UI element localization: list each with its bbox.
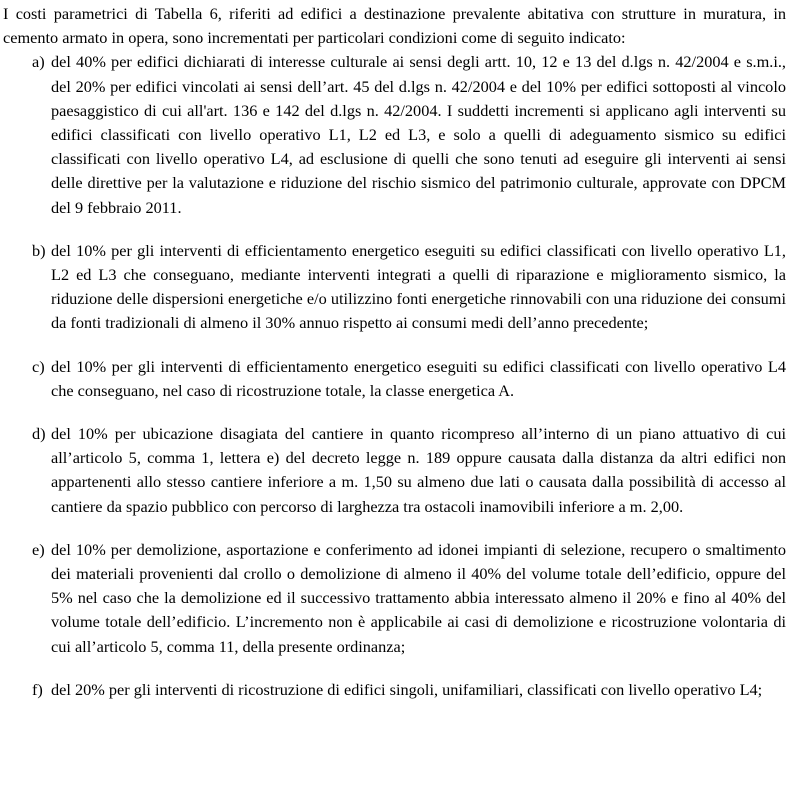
list-item-text: del 40% per edifici dichiarati di interesse culturale ai sensi degli artt. 10, 12 e 13 del d.lgs n. 42/2004 e s.m.i., del 20% per edifici vincolati ai sensi dell’art. 45 del d.lgs n. 42/2004 e del 10% per edifici sottoposti al vincolo paesaggistico di cui all'art. 136 e 142 del d.lgs n. 42/2004. I suddetti incrementi si applicano agli interventi su edifici classificati con livello operativo L1, L2 ed L3, e solo a quelli di adeguamento sismico su edifici classificati con livello operativo L4, ad esclusione di quelli che sono tenuti ad eseguire gli interventi ai sensi delle direttive per la valutazione e riduzione del rischio sismico del patrimonio culturale, approvate con DPCM del 9 febbraio 2011.: [51, 52, 786, 217]
list-item-text: del 10% per gli interventi di efficientamento energetico eseguiti su edifici classificati con livello operativo L1, L2 ed L3 che conseguano, mediante interventi integrati a quelli di riparazione e miglioramento sismico, la riduzione delle dispersioni energetiche e/o utilizzino fonti energetiche rinnovabili con una riduzione dei consumi da fonti tradizionali di almeno il 30% annuo rispetto ai consumi medi dell’anno precedente;: [51, 240, 786, 333]
list-marker: a): [32, 52, 45, 72]
paragraph-spacer: [3, 336, 786, 355]
list-item-text: del 10% per ubicazione disagiata del cantiere in quanto ricompreso all’interno di un piano attuativo di cui all’articolo 5, comma 1, lettera e) del decreto legge n. 189 oppure causata dalla distanza da altri edifici non appartenenti allo stesso cantiere inferiore a m. 1,50 su almeno due lati o causata dalla possibilità di accesso al cantiere da spazio pubblico con percorso di larghezza tra ostacoli inamovibili inferiore a m. 2,00.: [51, 424, 786, 516]
list-item-a: [3, 50, 786, 219]
paragraph-spacer: [3, 403, 786, 422]
list-item-text: del 10% per demolizione, asportazione e conferimento ad idonei impianti di selezione, recupero o smaltimento dei materiali provenienti dal crollo o demolizione di almeno il 40% del volume totale dell’edificio, oppure del 5% nel caso che la demolizione ed il successivo trattamento abbia interessato almeno il 20% e fino al 40% del volume totale dell’edificio. L’incremento non è applicabile ai casi di demolizione e ricostruzione volontaria di cui all’articolo 5, comma 11, della presente ordinanza;: [51, 539, 786, 656]
list-marker: c): [32, 356, 45, 376]
paragraph-spacer: [3, 519, 786, 538]
document-page: [3, 2, 786, 702]
list-item-e: [3, 538, 786, 659]
list-marker: d): [32, 424, 46, 444]
list-item-text: del 20% per gli interventi di ricostruzione di edifici singoli, unifamiliari, classificati con livello operativo L4;: [51, 679, 763, 699]
list-item-f: [3, 678, 786, 702]
list-item-text: del 10% per gli interventi di efficientamento energetico eseguiti su edifici classificati con livello operativo L4 che conseguano, nel caso di ricostruzione totale, la classe energetica A.: [51, 356, 786, 400]
paragraph-spacer: [3, 659, 786, 678]
list-marker: b): [32, 240, 46, 260]
list-item-d: [3, 422, 786, 519]
list-item-b: [3, 239, 786, 336]
intro-paragraph: I costi parametrici di Tabella 6, riferiti ad edifici a destinazione prevalente abitativa con strutture in muratura, in cemento armato in opera, sono incrementati per particolari condizioni come di seguito indicato:: [3, 4, 786, 48]
list-marker: e): [32, 539, 45, 559]
paragraph-spacer: [3, 220, 786, 239]
list-item-c: [3, 355, 786, 403]
list-marker: f): [32, 679, 43, 699]
